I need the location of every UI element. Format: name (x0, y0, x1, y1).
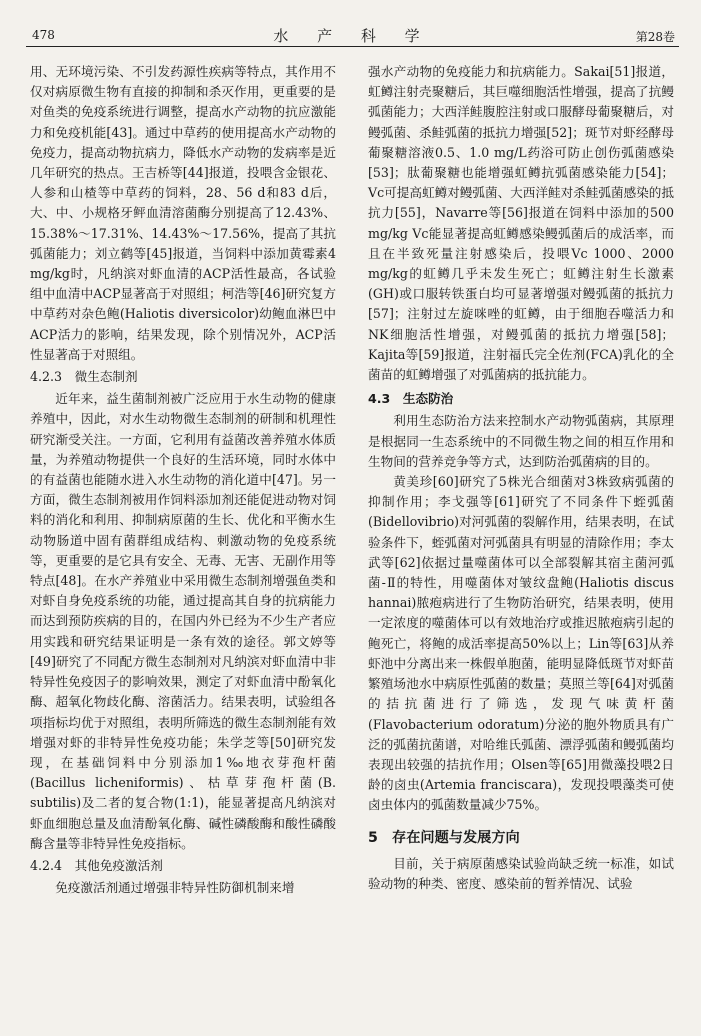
left-column (30, 62, 336, 898)
running-header (26, 24, 679, 47)
section-heading-4-3: 4.3 生态防治 (368, 391, 454, 407)
paragraph: 黄美珍[60]研究了5株光合细菌对3株致病弧菌的抑制作用；李戈强等[61]研究了不同条件下蛭弧菌(Bidellovibrio)对河弧菌的裂解作用，结果表明，在试验条件下，蛭弧菌对河弧菌具有明显的清除作用；李太武等[62]依据过量噬菌体可以全部裂解其宿主菌河弧菌-Ⅱ的特性，用噬菌体对皱纹盘鲍(Haliotis discus hannai)脓疱病进行了生物防治研究，结果表明，使用一定浓度的噬菌体可以有效地治疗或推迟脓疱病引起的鲍死亡，将鲍的成活率提高50%以上；Lin等[63]从养虾池中分离出来一株假单胞菌，能明显降低斑节对虾苗繁殖场池水中病原性弧菌的数量；莫照兰等[64]对弧菌的拮抗菌进行了筛选，发现气味黄杆菌(Flavobacterium odoratum)分泌的胞外物质具有广泛的弧菌抗菌谱，对哈维氏弧菌、漂浮弧菌和鳗弧菌均表现出较强的拮抗作用；Olsen等[65]用微藻投喂2日龄的卤虫(Artemia franciscara)，发现投喂藻类可使卤虫体内的弧菌数量减少75%。 (368, 474, 674, 813)
volume-label: 第28卷 (635, 30, 675, 44)
section-heading-4-2-3: 4.2.3 微生态制剂 (30, 369, 138, 385)
section-heading-4-2-4: 4.2.4 其他免疫激活剂 (30, 857, 163, 873)
paragraph: 强水产动物的免疫能力和抗病能力。Sakai[51]报道，虹鳟注射壳聚糖后，其巨噬细胞活性增强，提高了抗鳗弧菌能力；大西洋鲑腹腔注射或口服酵母葡聚糖后，对鳗弧菌、杀鲑弧菌的抵抗力增强[52]；斑节对虾经酵母葡聚糖溶液0.5、1.0 mg/L药浴可防止创伤弧菌感染[53]；肽葡聚糖也能增强虹鳟抗弧菌感染能力[54]；Vc可提高虹鳟对鳗弧菌、大西洋鲑对杀鲑弧菌感染的抵抗力[55]，Navarre等[56]报道在饲料中添加的500 mg/kg Vc能显著提高虹鳟感染鳗弧菌后的成活率，而且在半致死量注射感染后，投喂Vc 1000、2000 mg/kg的虹鳟几乎未发生死亡；虹鳟注射生长激素(GH)或口服转铁蛋白均可显著增强对鳗弧菌的抵抗力[57]；注射过左旋咪唑的虹鳟，由于细胞吞噬活力和NK细胞活性增强，对鳗弧菌的抵抗力增强[58]；Kajita等[59]报道，注射福氏完全佐剂(FCA)乳化的全菌苗的虹鳟增强了对弧菌病的抵抗能力。 (368, 64, 674, 383)
page-number: 478 (32, 28, 55, 42)
paragraph: 用、无环境污染、不引发药源性疾病等特点，其作用不仅对病原微生物有直接的抑制和杀灭作用，更重要的是对鱼类的免疫系统进行调整，提高水产动物的抗应激能力和免疫机能[43]。通过中草药的使用提高水产动物的免疫力，提高动物抗病力，降低水产动物的发病率是近几年研究的热点。王吉桥等[44]报道，投喂含金银花、人参和山楂等中草药的饲料，28、56 d和83 d后，大、中、小规格牙鲆血清溶菌酶分别提高了12.43%、15.38%～17.31%、14.43%～17.56%，提高了其抗弧菌能力；刘立鹤等[45]报道，当饲料中添加黄霉素4 mg/kg时，凡纳滨对虾血清的ACP活性最高，各试验组中血清中ACP显著高于对照组；柯浩等[46]研究复方中草药对杂色鲍(Haliotis diversicolor)幼鲍血淋巴中ACP活力的影响，结果发现，除个别情况外，ACP活性显著高于对照组。 (30, 64, 336, 362)
paragraph: 目前，关于病原菌感染试验尚缺乏统一标准，如试验动物的种类、密度、感染前的暂养情况、试验 (368, 855, 674, 891)
section-heading-5: 5 存在问题与发展方向 (368, 829, 520, 846)
paragraph: 免疫激活剂通过增强非特异性防御机制来增 (55, 880, 295, 896)
paragraph: 利用生态防治方法来控制水产动物弧菌病，其原理是根据同一生态系统中的不同微生物之间的相互作用和生物间的营养竞争等方式，达到防治弧菌病的目的。 (368, 413, 674, 469)
journal-title: 水 产 科 学 (273, 27, 432, 45)
paragraph: 近年来，益生菌制剂被广泛应用于水生动物的健康养殖中，因此，对水生动物微生态制剂的研制和机理性研究渐受关注。一方面，它利用有益菌改善养殖水体质量，为养殖动物提供一个良好的生活环境，同时水体中的有益菌也能随水进入水生动物的消化道中[47]。另一方面，微生态制剂被用作饲料添加剂还能促进动物对饲料的消化和利用、抑制病原菌的生长、优化和平衡水生动物肠道中固有菌群组成结构、刺激动物的免疫系统等，更重要的是它具有安全、无毒、无害、无副作用等特点[48]。在水产养殖业中采用微生态制剂增强鱼类和对虾自身免疫系统的功能，通过提高其自身的抗病能力而达到预防疾病的目的，在国内外已经为不少生产者应用实践和研究结果证明是一条有效的途径。郭文婷等[49]研究了不同配方微生态制剂对凡纳滨对虾血清中非特异性免疫因子的影响效果，测定了对虾血清中酚氧化酶、超氧化物歧化酶、溶菌活力。结果表明，试验组各项指标均优于对照组，表明所筛选的微生态制剂能有效增强对虾的非特异性免疫功能；朱学芝等[50]研究发现，在基础饲料中分别添加1‰地衣芽孢杆菌(Bacillus licheniformis)、枯草芽孢杆菌(B. subtilis)及二者的复合物(1:1)，能显著提高凡纳滨对虾血细胞总量及血清酚氧化酶、碱性磷酸酶和酸性磷酸酶含量等非特异性免疫指标。 (30, 391, 336, 851)
right-column (368, 62, 674, 894)
